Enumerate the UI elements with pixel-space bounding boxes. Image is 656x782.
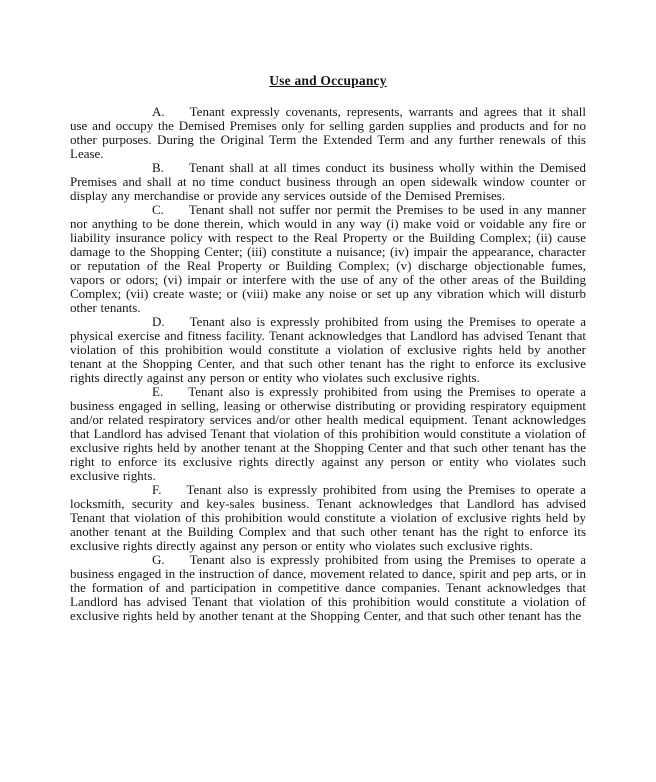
paragraph-text: Tenant also is expressly prohibited from using the Premises to operate a business engaged in the instruction of dance, movement related to dance, spirit and pep arts, or in the formation of and participation in competitive dance companies. Tenant acknowledges that Landlord has advised Tenant that violation of this prohibition would constitute a violation of exclusive rights held by another tenant at the Shopping Center, and that such other tenant has the xyxy=(70,552,586,623)
paragraph-g xyxy=(70,553,586,623)
paragraph-text: Tenant also is expressly prohibited from using the Premises to operate a business engaged in selling, leasing or otherwise distributing or providing respiratory equipment and/or related respiratory services and/or other health medical equipment. Tenant acknowledges that Landlord has advised Tenant that violation of this prohibition would constitute a violation of exclusive rights held by another tenant at the Shopping Center and that such other tenant has the right to enforce its exclusive rights directly against any person or entity who violates such exclusive rights. xyxy=(70,384,586,483)
page-title: Use and Occupancy xyxy=(269,73,387,88)
paragraph-text: Tenant shall not suffer nor permit the Premises to be used in any manner nor anything to be done therein, which would in any way (i) make void or voidable any fire or liability insurance policy with respect to the Real Property or the Building Complex; (ii) cause damage to the Shopping Center; (iii) constitute a nuisance; (iv) impair the appearance, character or reputation of the Real Property or Building Complex; (v) discharge objectionable fumes, vapors or odors; (vi) impair or interfere with the use of any of the other areas of the Building Complex; (vii) create waste; or (viii) make any noise or set up any vibration which will disturb other tenants. xyxy=(70,202,586,315)
paragraph-a xyxy=(70,105,586,161)
paragraph-letter: B. xyxy=(152,160,164,175)
paragraph-text: Tenant also is expressly prohibited from using the Premises to operate a physical exercise and fitness facility. Tenant acknowledges that Landlord has advised Tenant that violation of this prohibition would constitute a violation of exclusive rights held by another tenant at the Shopping Center, and that such other tenant has the right to enforce its exclusive rights directly against any person or entity who violates such exclusive rights. xyxy=(70,314,586,385)
paragraph-text: Tenant also is expressly prohibited from using the Premises to operate a locksmith, security and key-sales business. Tenant acknowledges that Landlord has advised Tenant that violation of this prohibition would constitute a violation of exclusive rights held by another tenant at the Building Complex and that such other tenant has the right to enforce its exclusive rights directly against any person or entity who violates such exclusive rights. xyxy=(70,482,586,553)
paragraph-letter: C. xyxy=(152,202,164,217)
paragraph-text: Tenant shall at all times conduct its business wholly within the Demised Premises and shall at no time conduct business through an open sidewalk window counter or display any merchandise or provide any services outside of the Demised Premises. xyxy=(70,160,586,203)
paragraph-letter: G. xyxy=(152,552,165,567)
paragraph-b xyxy=(70,161,586,203)
paragraph-d xyxy=(70,315,586,385)
paragraph-letter: E. xyxy=(152,384,164,399)
paragraph-e xyxy=(70,385,586,483)
paragraph-text: Tenant expressly covenants, represents, warrants and agrees that it shall use and occupy the Demised Premises only for selling garden supplies and products and for no other purposes. During the Original Term the Extended Term and any further renewals of this Lease. xyxy=(70,104,586,161)
paragraph-c xyxy=(70,203,586,315)
paragraph-letter: A. xyxy=(152,104,165,119)
paragraph-letter: F. xyxy=(152,482,162,497)
paragraph-f xyxy=(70,483,586,553)
paragraph-letter: D. xyxy=(152,314,165,329)
